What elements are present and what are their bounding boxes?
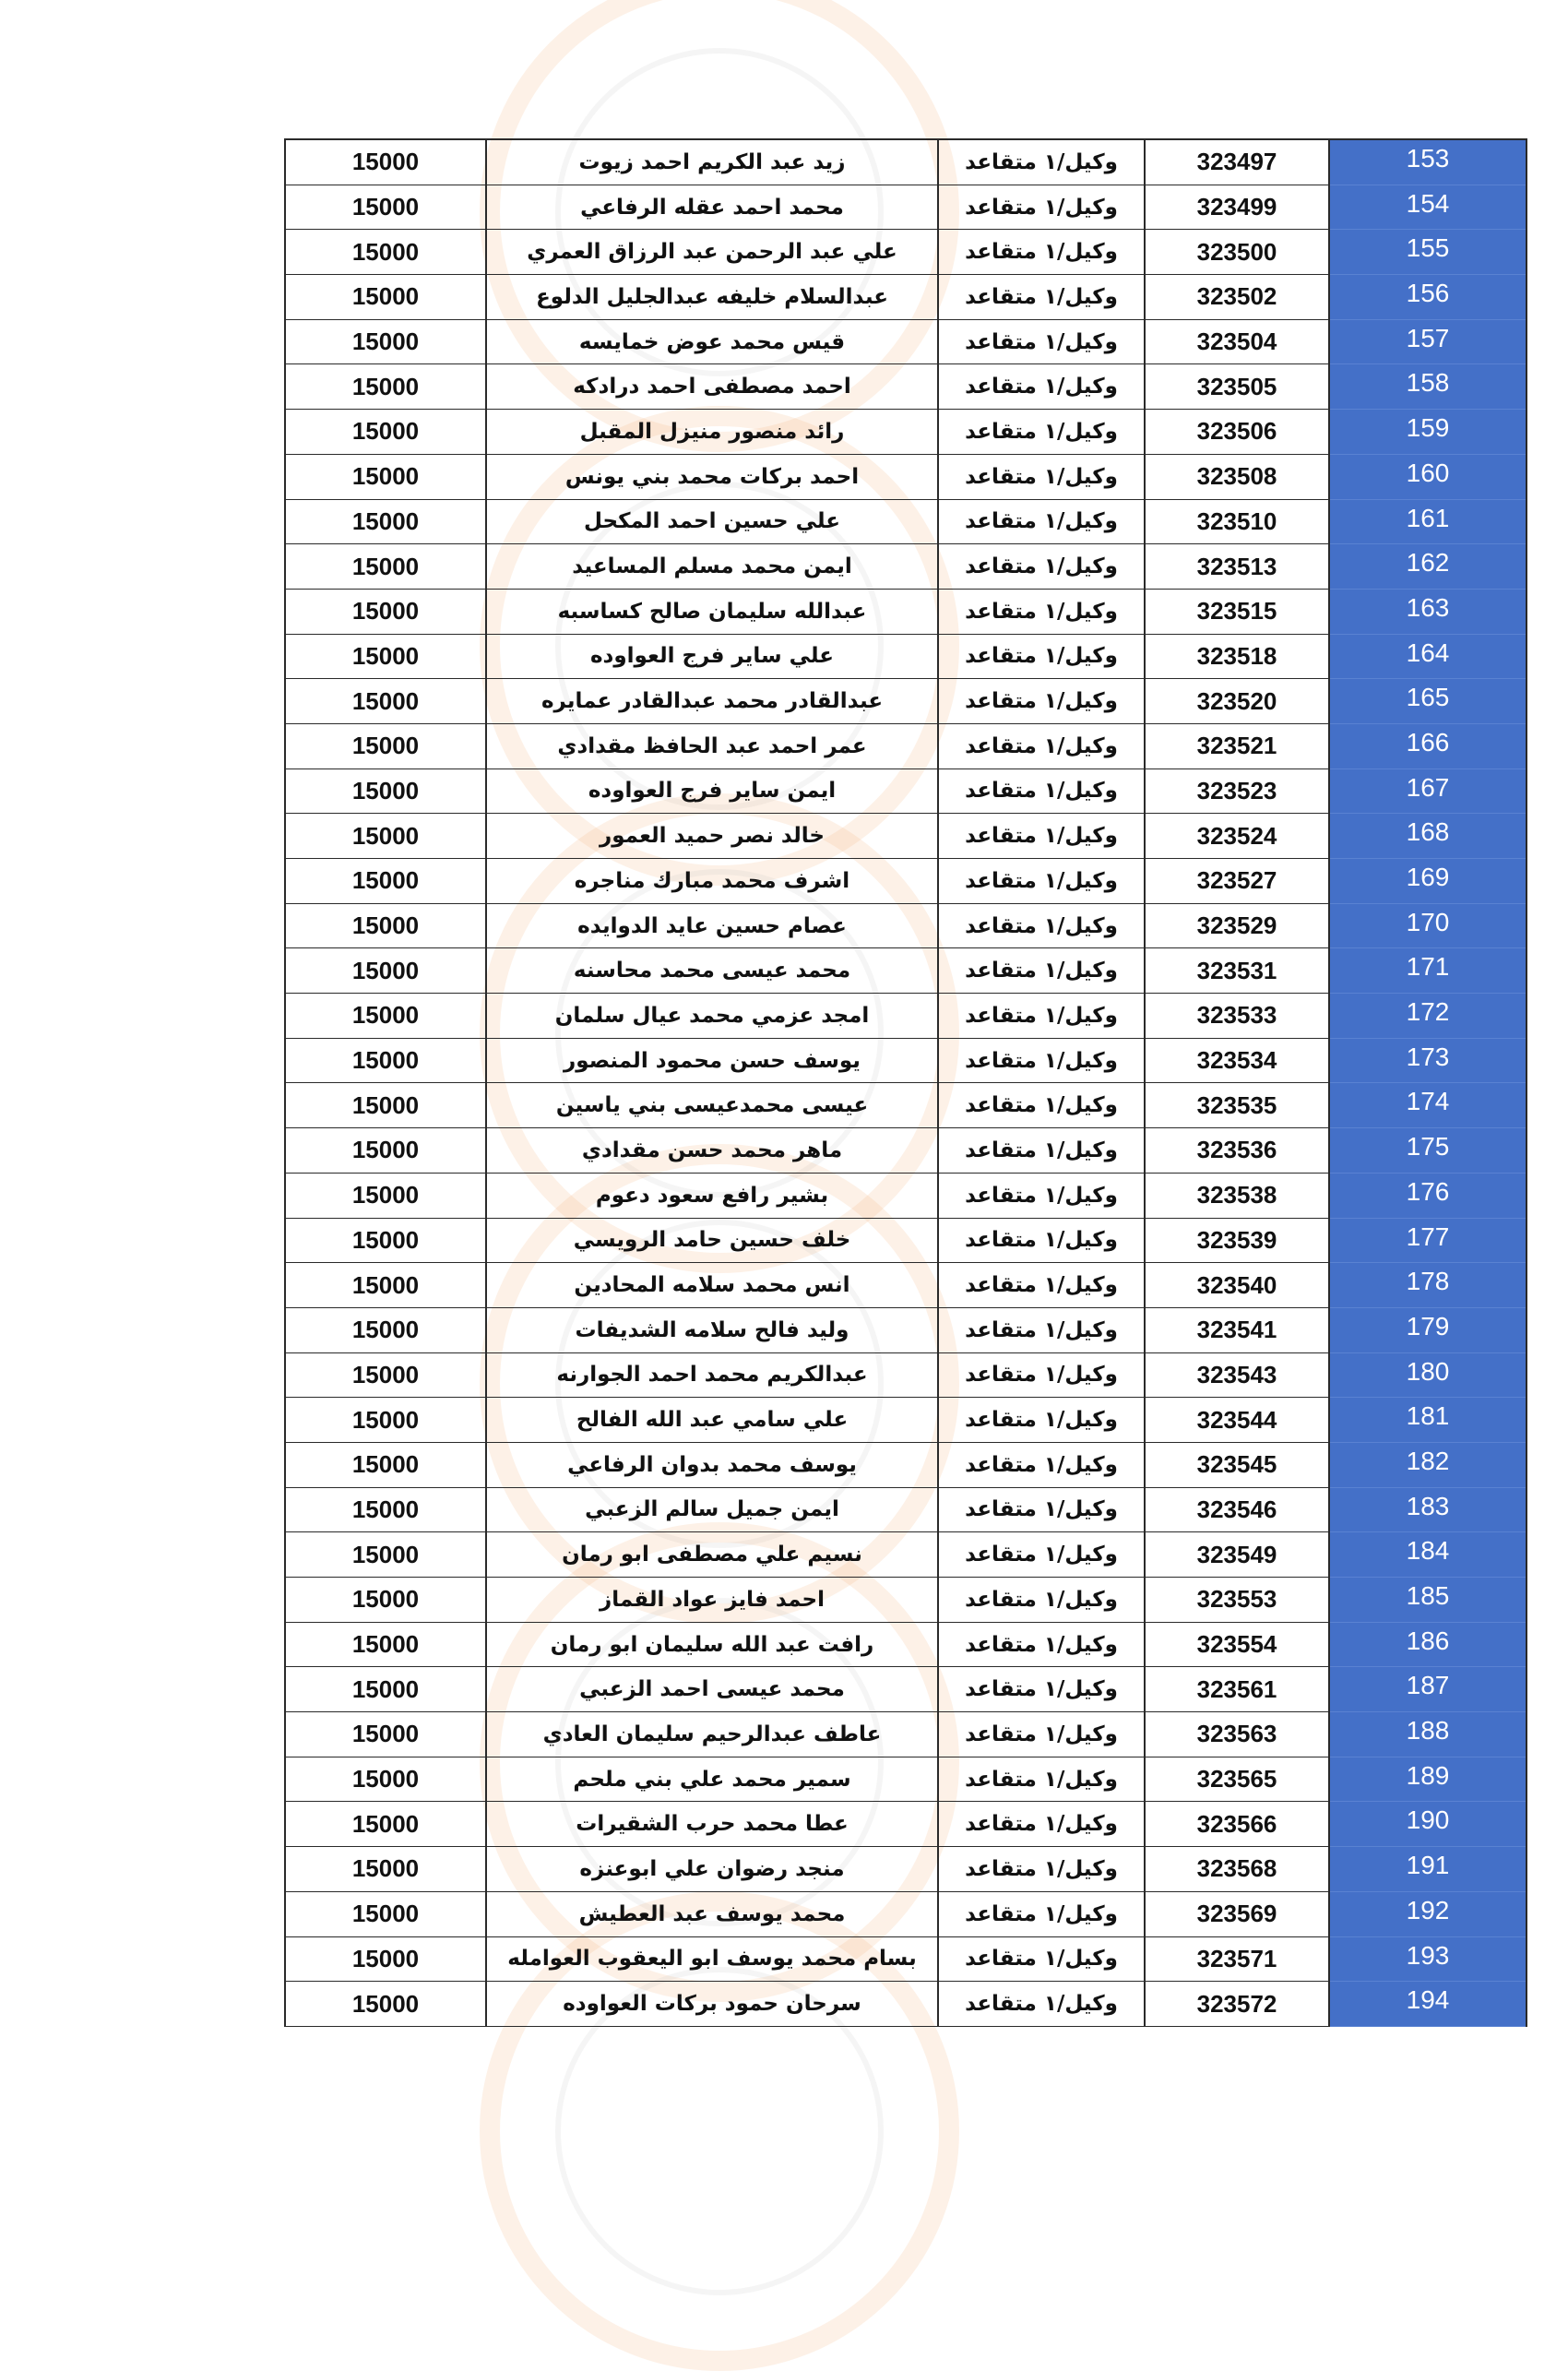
sequence-number-cell: 176: [1329, 1173, 1526, 1218]
sequence-number-cell: 174: [1329, 1083, 1526, 1128]
sequence-number-cell: 173: [1329, 1038, 1526, 1083]
name-cell: قيس محمد عوض خمايسه: [486, 319, 938, 364]
id-number-cell: 323541: [1145, 1307, 1329, 1352]
sequence-number-cell: 170: [1329, 903, 1526, 948]
table-row: [285, 948, 1526, 994]
rank-cell: وكيل/١ متقاعد: [938, 1802, 1145, 1847]
id-number-cell: 323540: [1145, 1263, 1329, 1308]
amount-cell: 15000: [285, 1712, 486, 1757]
table-row: [285, 364, 1526, 410]
id-number-cell: 323538: [1145, 1173, 1329, 1218]
sequence-number-cell: 172: [1329, 994, 1526, 1039]
sequence-number-cell: 178: [1329, 1263, 1526, 1308]
id-number-cell: 323534: [1145, 1038, 1329, 1083]
id-number-cell: 323546: [1145, 1487, 1329, 1532]
table-row: [285, 499, 1526, 544]
id-number-cell: 323561: [1145, 1667, 1329, 1712]
rank-cell: وكيل/١ متقاعد: [938, 1487, 1145, 1532]
amount-cell: 15000: [285, 454, 486, 499]
amount-cell: 15000: [285, 275, 486, 320]
sequence-number-cell: 171: [1329, 948, 1526, 994]
id-number-cell: 323535: [1145, 1083, 1329, 1128]
sequence-number-cell: 163: [1329, 589, 1526, 634]
name-cell: منجد رضوان علي ابوعنزه: [486, 1847, 938, 1892]
table-row: [285, 1847, 1526, 1892]
id-number-cell: 323549: [1145, 1532, 1329, 1578]
table-row: [285, 1487, 1526, 1532]
amount-cell: 15000: [285, 1578, 486, 1623]
id-number-cell: 323500: [1145, 230, 1329, 275]
id-number-cell: 323510: [1145, 499, 1329, 544]
sequence-number-cell: 166: [1329, 723, 1526, 768]
table-row: [285, 1352, 1526, 1398]
table-row: [285, 768, 1526, 814]
table-row: [285, 1128, 1526, 1174]
table-row: [285, 814, 1526, 859]
amount-cell: 15000: [285, 1218, 486, 1263]
amount-cell: 15000: [285, 1757, 486, 1802]
amount-cell: 15000: [285, 319, 486, 364]
id-number-cell: 323529: [1145, 903, 1329, 948]
amount-cell: 15000: [285, 410, 486, 455]
id-number-cell: 323515: [1145, 589, 1329, 634]
table-row: [285, 589, 1526, 634]
id-number-cell: 323504: [1145, 319, 1329, 364]
rank-cell: وكيل/١ متقاعد: [938, 589, 1145, 634]
name-cell: عبدالقادر محمد عبدالقادر عمايره: [486, 679, 938, 724]
table-row: [285, 1173, 1526, 1218]
sequence-number-cell: 155: [1329, 230, 1526, 275]
sequence-number-cell: 183: [1329, 1487, 1526, 1532]
table-row: [285, 230, 1526, 275]
amount-cell: 15000: [285, 1532, 486, 1578]
table-row: [285, 410, 1526, 455]
table-row: [285, 1218, 1526, 1263]
sequence-number-cell: 191: [1329, 1847, 1526, 1892]
sequence-number-cell: 154: [1329, 185, 1526, 230]
amount-cell: 15000: [285, 859, 486, 904]
id-number-cell: 323502: [1145, 275, 1329, 320]
id-number-cell: 323565: [1145, 1757, 1329, 1802]
amount-cell: 15000: [285, 679, 486, 724]
amount-cell: 15000: [285, 230, 486, 275]
amount-cell: 15000: [285, 544, 486, 590]
rank-cell: وكيل/١ متقاعد: [938, 994, 1145, 1039]
name-cell: عصام حسين عايد الدوايده: [486, 903, 938, 948]
rank-cell: وكيل/١ متقاعد: [938, 768, 1145, 814]
sequence-number-cell: 168: [1329, 814, 1526, 859]
name-cell: امجد عزمي محمد عيال سلمان: [486, 994, 938, 1039]
id-number-cell: 323572: [1145, 1982, 1329, 2027]
table-row: [285, 634, 1526, 679]
rank-cell: وكيل/١ متقاعد: [938, 948, 1145, 994]
name-cell: محمد يوسف عبد العطيش: [486, 1891, 938, 1936]
amount-cell: 15000: [285, 1442, 486, 1487]
name-cell: عاطف عبدالرحيم سليمان العادي: [486, 1712, 938, 1757]
name-cell: عمر احمد عبد الحافظ مقدادي: [486, 723, 938, 768]
sequence-number-cell: 165: [1329, 679, 1526, 724]
table-row: [285, 1442, 1526, 1487]
amount-cell: 15000: [285, 1352, 486, 1398]
sequence-number-cell: 181: [1329, 1398, 1526, 1443]
table-row: [285, 994, 1526, 1039]
table-row: [285, 1263, 1526, 1308]
rank-cell: وكيل/١ متقاعد: [938, 1936, 1145, 1982]
id-number-cell: 323569: [1145, 1891, 1329, 1936]
table-row: [285, 679, 1526, 724]
amount-cell: 15000: [285, 1802, 486, 1847]
table-row: [285, 544, 1526, 590]
id-number-cell: 323543: [1145, 1352, 1329, 1398]
amount-cell: 15000: [285, 1667, 486, 1712]
rank-cell: وكيل/١ متقاعد: [938, 1173, 1145, 1218]
rank-cell: وكيل/١ متقاعد: [938, 544, 1145, 590]
name-cell: يوسف حسن محمود المنصور: [486, 1038, 938, 1083]
table-row: [285, 1757, 1526, 1802]
amount-cell: 15000: [285, 1982, 486, 2027]
table-row: [285, 1622, 1526, 1667]
rank-cell: وكيل/١ متقاعد: [938, 1622, 1145, 1667]
name-cell: علي حسين احمد المكحل: [486, 499, 938, 544]
name-cell: عبدالكريم محمد احمد الجوارنه: [486, 1352, 938, 1398]
amount-cell: 15000: [285, 768, 486, 814]
name-cell: محمد عيسى احمد الزعبي: [486, 1667, 938, 1712]
id-number-cell: 323527: [1145, 859, 1329, 904]
id-number-cell: 323571: [1145, 1936, 1329, 1982]
table-row: [285, 1083, 1526, 1128]
name-cell: ايمن جميل سالم الزعبي: [486, 1487, 938, 1532]
name-cell: علي سامي عبد الله الفالح: [486, 1398, 938, 1443]
id-number-cell: 323505: [1145, 364, 1329, 410]
sequence-number-cell: 160: [1329, 454, 1526, 499]
rank-cell: وكيل/١ متقاعد: [938, 723, 1145, 768]
rank-cell: وكيل/١ متقاعد: [938, 1307, 1145, 1352]
sequence-number-cell: 164: [1329, 634, 1526, 679]
id-number-cell: 323518: [1145, 634, 1329, 679]
id-number-cell: 323499: [1145, 185, 1329, 230]
table-row: [285, 1982, 1526, 2027]
sequence-number-cell: 175: [1329, 1128, 1526, 1174]
table-row: [285, 1398, 1526, 1443]
rank-cell: وكيل/١ متقاعد: [938, 1263, 1145, 1308]
table-row: [285, 1307, 1526, 1352]
amount-cell: 15000: [285, 139, 486, 185]
id-number-cell: 323536: [1145, 1128, 1329, 1174]
name-cell: سمير محمد علي بني ملحم: [486, 1757, 938, 1802]
amount-cell: 15000: [285, 634, 486, 679]
rank-cell: وكيل/١ متقاعد: [938, 1982, 1145, 2027]
amount-cell: 15000: [285, 1936, 486, 1982]
amount-cell: 15000: [285, 1128, 486, 1174]
sequence-number-cell: 189: [1329, 1757, 1526, 1802]
name-cell: زيد عبد الكريم احمد زيوت: [486, 139, 938, 185]
id-number-cell: 323523: [1145, 768, 1329, 814]
name-cell: احمد فايز عواد القماز: [486, 1578, 938, 1623]
amount-cell: 15000: [285, 1398, 486, 1443]
id-number-cell: 323513: [1145, 544, 1329, 590]
sequence-number-cell: 156: [1329, 275, 1526, 320]
rank-cell: وكيل/١ متقاعد: [938, 1712, 1145, 1757]
sequence-number-cell: 158: [1329, 364, 1526, 410]
sequence-number-cell: 162: [1329, 544, 1526, 590]
id-number-cell: 323568: [1145, 1847, 1329, 1892]
table-row: [285, 454, 1526, 499]
amount-cell: 15000: [285, 723, 486, 768]
sequence-number-cell: 192: [1329, 1891, 1526, 1936]
rank-cell: وكيل/١ متقاعد: [938, 1442, 1145, 1487]
rank-cell: وكيل/١ متقاعد: [938, 230, 1145, 275]
rank-cell: وكيل/١ متقاعد: [938, 319, 1145, 364]
retirees-table: [284, 138, 1527, 2027]
rank-cell: وكيل/١ متقاعد: [938, 1891, 1145, 1936]
table-row: [285, 1038, 1526, 1083]
amount-cell: 15000: [285, 1622, 486, 1667]
table-body: [285, 139, 1526, 2026]
id-number-cell: 323531: [1145, 948, 1329, 994]
name-cell: يوسف محمد بدوان الرفاعي: [486, 1442, 938, 1487]
sequence-number-cell: 153: [1329, 139, 1526, 185]
rank-cell: وكيل/١ متقاعد: [938, 1847, 1145, 1892]
sequence-number-cell: 161: [1329, 499, 1526, 544]
amount-cell: 15000: [285, 1038, 486, 1083]
rank-cell: وكيل/١ متقاعد: [938, 139, 1145, 185]
table-row: [285, 1802, 1526, 1847]
table-row: [285, 139, 1526, 185]
name-cell: خلف حسين حامد الرويسي: [486, 1218, 938, 1263]
id-number-cell: 323533: [1145, 994, 1329, 1039]
sequence-number-cell: 188: [1329, 1712, 1526, 1757]
id-number-cell: 323520: [1145, 679, 1329, 724]
rank-cell: وكيل/١ متقاعد: [938, 903, 1145, 948]
name-cell: عطا محمد حرب الشقيرات: [486, 1802, 938, 1847]
amount-cell: 15000: [285, 1263, 486, 1308]
id-number-cell: 323545: [1145, 1442, 1329, 1487]
name-cell: ايمن محمد مسلم المساعيد: [486, 544, 938, 590]
id-number-cell: 323544: [1145, 1398, 1329, 1443]
sequence-number-cell: 194: [1329, 1982, 1526, 2027]
rank-cell: وكيل/١ متقاعد: [938, 410, 1145, 455]
name-cell: بسام محمد يوسف ابو اليعقوب العوامله: [486, 1936, 938, 1982]
id-number-cell: 323554: [1145, 1622, 1329, 1667]
table-row: [285, 185, 1526, 230]
id-number-cell: 323539: [1145, 1218, 1329, 1263]
name-cell: محمد عيسى محمد محاسنه: [486, 948, 938, 994]
name-cell: نسيم علي مصطفى ابو رمان: [486, 1532, 938, 1578]
id-number-cell: 323524: [1145, 814, 1329, 859]
amount-cell: 15000: [285, 994, 486, 1039]
rank-cell: وكيل/١ متقاعد: [938, 1352, 1145, 1398]
amount-cell: 15000: [285, 948, 486, 994]
table-row: [285, 319, 1526, 364]
sequence-number-cell: 186: [1329, 1622, 1526, 1667]
rank-cell: وكيل/١ متقاعد: [938, 1083, 1145, 1128]
name-cell: ماهر محمد حسن مقدادي: [486, 1128, 938, 1174]
id-number-cell: 323566: [1145, 1802, 1329, 1847]
amount-cell: 15000: [285, 589, 486, 634]
name-cell: علي عبد الرحمن عبد الرزاق العمري: [486, 230, 938, 275]
sequence-number-cell: 159: [1329, 410, 1526, 455]
name-cell: رافت عبد الله سليمان ابو رمان: [486, 1622, 938, 1667]
rank-cell: وكيل/١ متقاعد: [938, 859, 1145, 904]
sequence-number-cell: 167: [1329, 768, 1526, 814]
sequence-number-cell: 169: [1329, 859, 1526, 904]
amount-cell: 15000: [285, 903, 486, 948]
name-cell: احمد مصطفى احمد درادكه: [486, 364, 938, 410]
name-cell: عبدالسلام خليفه عبدالجليل الدلوع: [486, 275, 938, 320]
table-row: [285, 1578, 1526, 1623]
rank-cell: وكيل/١ متقاعد: [938, 1398, 1145, 1443]
rank-cell: وكيل/١ متقاعد: [938, 364, 1145, 410]
rank-cell: وكيل/١ متقاعد: [938, 185, 1145, 230]
rank-cell: وكيل/١ متقاعد: [938, 679, 1145, 724]
table-row: [285, 1891, 1526, 1936]
name-cell: عبدالله سليمان صالح كساسبه: [486, 589, 938, 634]
table-row: [285, 903, 1526, 948]
amount-cell: 15000: [285, 1487, 486, 1532]
table-row: [285, 275, 1526, 320]
name-cell: احمد بركات محمد بني يونس: [486, 454, 938, 499]
sequence-number-cell: 193: [1329, 1936, 1526, 1982]
rank-cell: وكيل/١ متقاعد: [938, 1038, 1145, 1083]
rank-cell: وكيل/١ متقاعد: [938, 1532, 1145, 1578]
table-row: [285, 859, 1526, 904]
sequence-number-cell: 179: [1329, 1307, 1526, 1352]
id-number-cell: 323506: [1145, 410, 1329, 455]
sequence-number-cell: 182: [1329, 1442, 1526, 1487]
table-row: [285, 1532, 1526, 1578]
sequence-number-cell: 185: [1329, 1578, 1526, 1623]
name-cell: انس محمد سلامه المحادين: [486, 1263, 938, 1308]
amount-cell: 15000: [285, 364, 486, 410]
amount-cell: 15000: [285, 499, 486, 544]
rank-cell: وكيل/١ متقاعد: [938, 1578, 1145, 1623]
sequence-number-cell: 177: [1329, 1218, 1526, 1263]
name-cell: وليد فالح سلامه الشديفات: [486, 1307, 938, 1352]
id-number-cell: 323497: [1145, 139, 1329, 185]
amount-cell: 15000: [285, 1173, 486, 1218]
name-cell: علي ساير فرج العواوده: [486, 634, 938, 679]
amount-cell: 15000: [285, 185, 486, 230]
amount-cell: 15000: [285, 1847, 486, 1892]
rank-cell: وكيل/١ متقاعد: [938, 499, 1145, 544]
sequence-number-cell: 184: [1329, 1532, 1526, 1578]
name-cell: اشرف محمد مبارك مناجره: [486, 859, 938, 904]
name-cell: ايمن ساير فرج العواوده: [486, 768, 938, 814]
table-row: [285, 1712, 1526, 1757]
table-row: [285, 1936, 1526, 1982]
table-row: [285, 1667, 1526, 1712]
id-number-cell: 323508: [1145, 454, 1329, 499]
name-cell: محمد احمد عقله الرفاعي: [486, 185, 938, 230]
rank-cell: وكيل/١ متقاعد: [938, 1218, 1145, 1263]
rank-cell: وكيل/١ متقاعد: [938, 634, 1145, 679]
name-cell: سرحان حمود بركات العواوده: [486, 1982, 938, 2027]
sequence-number-cell: 157: [1329, 319, 1526, 364]
id-number-cell: 323521: [1145, 723, 1329, 768]
sequence-number-cell: 180: [1329, 1352, 1526, 1398]
rank-cell: وكيل/١ متقاعد: [938, 1757, 1145, 1802]
id-number-cell: 323563: [1145, 1712, 1329, 1757]
rank-cell: وكيل/١ متقاعد: [938, 814, 1145, 859]
id-number-cell: 323553: [1145, 1578, 1329, 1623]
sequence-number-cell: 187: [1329, 1667, 1526, 1712]
amount-cell: 15000: [285, 814, 486, 859]
rank-cell: وكيل/١ متقاعد: [938, 275, 1145, 320]
sequence-number-cell: 190: [1329, 1802, 1526, 1847]
rank-cell: وكيل/١ متقاعد: [938, 1128, 1145, 1174]
name-cell: بشير رافع سعود دعوم: [486, 1173, 938, 1218]
table-row: [285, 723, 1526, 768]
name-cell: رائد منصور منيزل المقبل: [486, 410, 938, 455]
rank-cell: وكيل/١ متقاعد: [938, 1667, 1145, 1712]
amount-cell: 15000: [285, 1083, 486, 1128]
amount-cell: 15000: [285, 1307, 486, 1352]
name-cell: خالد نصر حميد العمور: [486, 814, 938, 859]
name-cell: عيسى محمدعيسى بني ياسين: [486, 1083, 938, 1128]
rank-cell: وكيل/١ متقاعد: [938, 454, 1145, 499]
amount-cell: 15000: [285, 1891, 486, 1936]
